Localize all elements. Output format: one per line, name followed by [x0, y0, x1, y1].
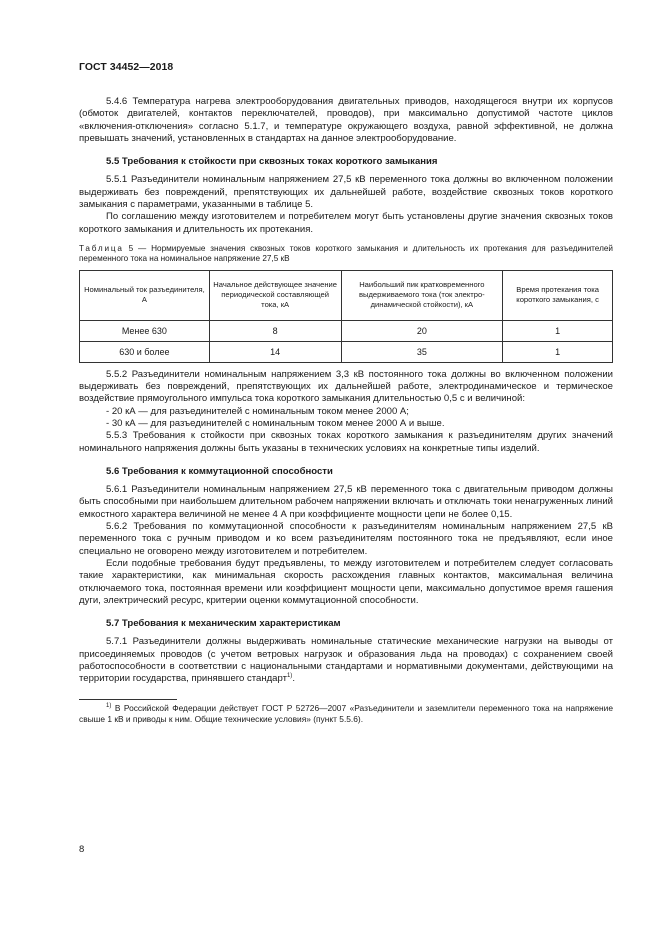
table-5 [79, 270, 613, 363]
table-header-row [80, 270, 613, 320]
column-header: Номинальный ток разъединителя, А [80, 270, 210, 320]
table-cell: 14 [209, 341, 341, 362]
paragraph-5-4-6: 5.4.6 Температура нагрева электрооборудования двигательных приводов, находящегося внутри их корпусов (обмоток двигателей, контактов переключателей, проводов), при максимально допустимой частоте циклов «включения-отключения» согласно 5.1.7, и температуре окружающего воздуха, равной эффективной, не должна превышать значений, установленных в стандартах на данное электрооборудование. [79, 96, 613, 144]
section-heading-5-5: 5.5 Требования к стойкости при сквозных токах короткого замыкания [106, 156, 438, 168]
footnote [79, 703, 613, 725]
section-heading-5-7: 5.7 Требования к механическим характеристикам [106, 618, 341, 630]
table-cell: 20 [341, 320, 503, 341]
column-header: Начальное действующее значение периодической составляющей тока, кА [209, 270, 341, 320]
paragraph-5-5-3: 5.5.3 Требования к стойкости при сквозных токах короткого замыкания к разъединителям других значений номинального напряжения должны быть указаны в технических условиях на конкретные типы изделий. [79, 430, 613, 454]
footnote-text: В Российской Федерации действует ГОСТ Р 52726—2007 «Разъединители и заземлители переменного тока на напряжение свыше 1 кВ и приводы к ним. Общие технические условия» (пункт 5.5.6). [79, 702, 613, 724]
paragraph-5-5-2: 5.5.2 Разъединители номинальным напряжением 3,3 кВ постоянного тока должны во включенном положении выдерживать без повреждений, препятствующих их дальнейшей работе, электродинамическое и термическое воздействие прямоугольного импульса тока короткого замыкания длительностью 0,5 с и величиной: [79, 368, 613, 405]
table-cell: 1 [503, 320, 613, 341]
list-item: - 30 кА — для разъединителей с номинальным током менее 2000 А и выше. [106, 417, 445, 429]
table-caption-text: 5 — Нормируемые значения сквозных токов короткого замыкания и длительность их протекания для разъединителей переменного тока на номинальное напряжение 27,5 кВ [79, 243, 613, 264]
section-heading-5-6: 5.6 Требования к коммутационной способности [106, 465, 333, 477]
footnote-reference: 1) [286, 673, 293, 680]
table-caption [79, 244, 613, 265]
table-cell: 35 [341, 341, 503, 362]
footnote-divider [79, 699, 177, 700]
page-number: 8 [79, 844, 85, 855]
table-cell: 1 [503, 341, 613, 362]
paragraph-5-7-1: 5.7.1 Разъединители должны выдерживать номинальные статические механические нагрузки на выводы от присоединяемых проводов (с учетом ветровых нагрузок и образования льда на проводах) с сохранением своей работоспособности в соответствии с национальными стандартами и нормативными документами, действующими на территории государства, принявшего стандарт$^{1)}$. [79, 636, 613, 685]
paragraph-5-6-2-agreement: Если подобные требования будут предъявлены, то между изготовителем и потребителем следует согласовать такие характеристики, как минимальная скорость расхождения главных контактов, максимальная величина отключаемого тока, постоянная времени или коэффициент мощности цепи, максимально допустимое время гашения дуги, электрический ресурс, критерии оценки коммутационной способности. [79, 557, 613, 606]
table-row [80, 320, 613, 341]
list-item: - 20 кА — для разъединителей с номинальным током менее 2000 А; [106, 405, 409, 417]
paragraph-5-5-1: 5.5.1 Разъединители номинальным напряжением 27,5 кВ переменного тока должны во включенном положении выдерживать без повреждений, препятствующих их дальнейшей работе, воздействие сквозных токов короткого замыкания с параметрами, указанными в таблице 5. [79, 174, 613, 211]
document-header: ГОСТ 34452—2018 [79, 62, 174, 73]
paragraph-5-6-1: 5.6.1 Разъединители номинальным напряжением 27,5 кВ переменного тока с двигательным приводом должны быть способными при наибольшем длительном рабочем напряжении включать и отключать токи ненагруженных линий емкостного характера величиной не менее 4 А при коэффициенте мощности цепи не более 0,15. [79, 484, 613, 520]
column-header: Время протекания тока короткого замыкания, с [503, 270, 613, 320]
table-cell: 630 и более [80, 341, 210, 362]
paragraph-5-5-1-agreement: По соглашению между изготовителем и потребителем могут быть установлены другие значения сквозных токов короткого замыкания и длительность их протекания. [79, 211, 613, 235]
paragraph-5-6-2: 5.6.2 Требования по коммутационной способности к разъединителям номинальным напряжением 27,5 кВ переменного тока с ручным приводом и ко всем разъединителям постоянного тока не предъявляют, если иное специально не оговорено между изготовителем и потребителем. [79, 521, 613, 557]
page-body [79, 96, 613, 725]
table-cell: Менее 630 [80, 320, 210, 341]
table-cell: 8 [209, 320, 341, 341]
footnote-marker: 1) [106, 702, 112, 709]
table-label: Таблица [79, 243, 124, 253]
column-header: Наибольший пик кратковременного выдерживаемого тока (ток электро-динамической стойкости), кА [341, 270, 503, 320]
paragraph-5-7-1-text: 5.7.1 Разъединители должны выдерживать номинальные статические механические нагрузки на выводы от присоединяемых проводов (с учетом ветровых нагрузок и образования льда на проводах) с сохранением своей работоспособности в соответствии с национальными стандартами и нормативными документами, действующими на территории государства, принявшего стандарт [79, 636, 613, 685]
table-row [80, 341, 613, 362]
